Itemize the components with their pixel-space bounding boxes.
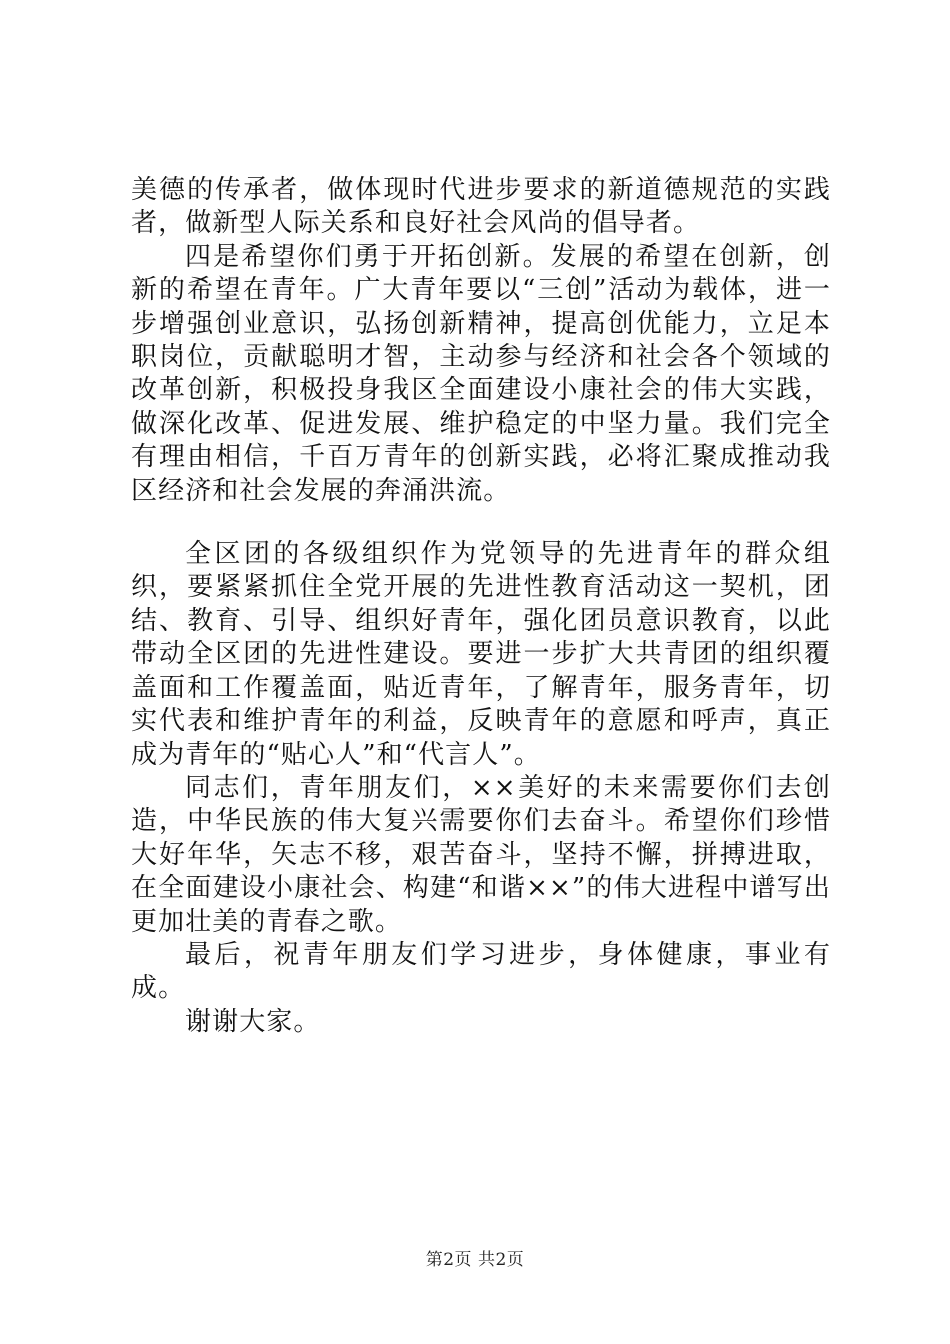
paragraph-continuation: 美德的传承者，做体现时代进步要求的新道德规范的实践者，做新型人际关系和良好社会风尚的倡导者。 — [131, 175, 831, 239]
paragraph-best-wishes: 最后，祝青年朋友们学习进步，身体健康，事业有成。 — [131, 939, 831, 1004]
paragraph-innovation: 四是希望你们勇于开拓创新。发展的希望在创新，创新的希望在青年。广大青年要以“三创”活动为载体，进一步增强创业意识，弘扬创新精神，提高创优能力，立足本职岗位，贡献聪明才智，主动参与经济和社会各个领域的改革创新，积极投身我区全面建设小康社会的伟大实践，做深化改革、促进发展、维护稳定的中坚力量。我们完全有理由相信，千百万青年的创新实践，必将汇聚成推动我区经济和社会发展的奔涌洪流。 — [131, 241, 831, 506]
paragraph-comrades: 同志们，青年朋友们，××美好的未来需要你们去创造，中华民族的伟大复兴需要你们去奋斗。希望你们珍惜大好年华，矢志不移，艰苦奋斗，坚持不懈，拼搏进取，在全面建设小康社会、构建“和谐××”的伟大进程中谱写出更加壮美的青春之歌。 — [131, 772, 831, 937]
page-number-footer: 第2页 共2页 — [425, 1250, 525, 1270]
document-body — [131, 174, 831, 1039]
paragraph-league-organizations: 全区团的各级组织作为党领导的先进青年的群众组织，要紧紧抓住全党开展的先进性教育活动这一契机，团结、教育、引导、组织好青年，强化团员意识教育，以此带动全区团的先进性建设。要进一步扩大共青团的组织覆盖面和工作覆盖面，贴近青年，了解青年，服务青年，切实代表和维护青年的利益，反映青年的意愿和呼声，真正成为青年的“贴心人”和“代言人”。 — [131, 539, 831, 770]
paragraph-thanks: 谢谢大家。 — [185, 1006, 321, 1037]
